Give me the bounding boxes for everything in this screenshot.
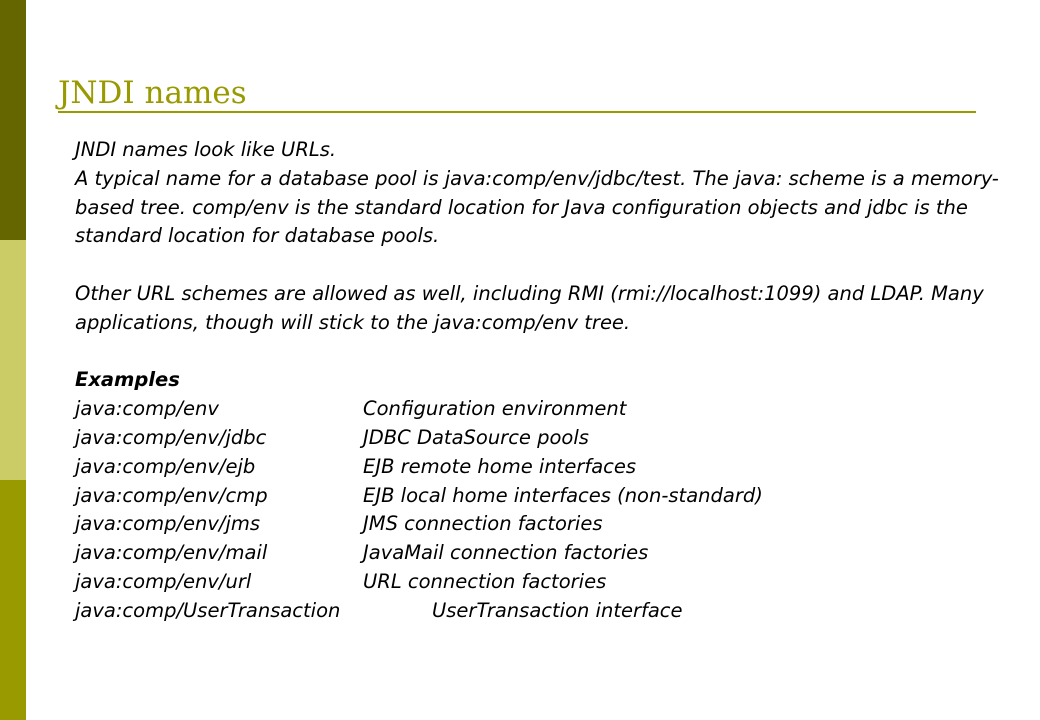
example-description: EJB local home interfaces (non-standard) (363, 483, 763, 507)
example-description: Configuration environment (363, 397, 627, 421)
slide-title: JNDI names (58, 75, 247, 111)
example-description: JMS connection factories (363, 512, 603, 536)
side-bar-bottom-segment (0, 480, 26, 720)
example-description: URL connection factories (363, 569, 607, 593)
example-row (75, 568, 1015, 597)
spacer (75, 251, 1015, 280)
example-name: java:comp/env/ejb (75, 454, 256, 478)
example-name: java:comp/env/cmp (75, 483, 268, 507)
example-name: java:comp/UserTransaction (75, 598, 341, 622)
example-name: java:comp/env/url (75, 569, 252, 593)
slide-body (75, 136, 1015, 626)
examples-heading: Examples (75, 368, 180, 392)
intro-paragraph: A typical name for a database pool is java:comp/env/jdbc/test. The java: scheme is a memory-based tree. comp/env is the standard location for Java configuration objects and jdbc is the standard location for database pools. (75, 166, 999, 248)
example-row (75, 424, 1015, 453)
example-description: JavaMail connection factories (363, 541, 649, 565)
intro-line: JNDI names look like URLs. (75, 138, 337, 161)
spacer (75, 338, 1015, 367)
example-name: java:comp/env (75, 397, 219, 421)
schemes-paragraph: Other URL schemes are allowed as well, including RMI (rmi://localhost:1099) and LDAP. Many applications, though will stick to the java:comp/env tree. (75, 281, 984, 334)
example-row (75, 539, 1015, 568)
example-row (75, 597, 1015, 626)
example-description: UserTransaction interface (432, 598, 683, 622)
side-bar-middle-segment (0, 240, 26, 480)
example-row (75, 510, 1015, 539)
example-row (75, 482, 1015, 511)
side-bar-top-segment (0, 0, 26, 240)
example-description: JDBC DataSource pools (363, 425, 589, 449)
example-name: java:comp/env/mail (75, 541, 268, 565)
example-description: EJB remote home interfaces (363, 454, 637, 478)
example-name: java:comp/env/jms (75, 512, 261, 536)
title-underline (58, 111, 976, 113)
example-row (75, 395, 1015, 424)
example-row (75, 453, 1015, 482)
example-name: java:comp/env/jdbc (75, 425, 267, 449)
